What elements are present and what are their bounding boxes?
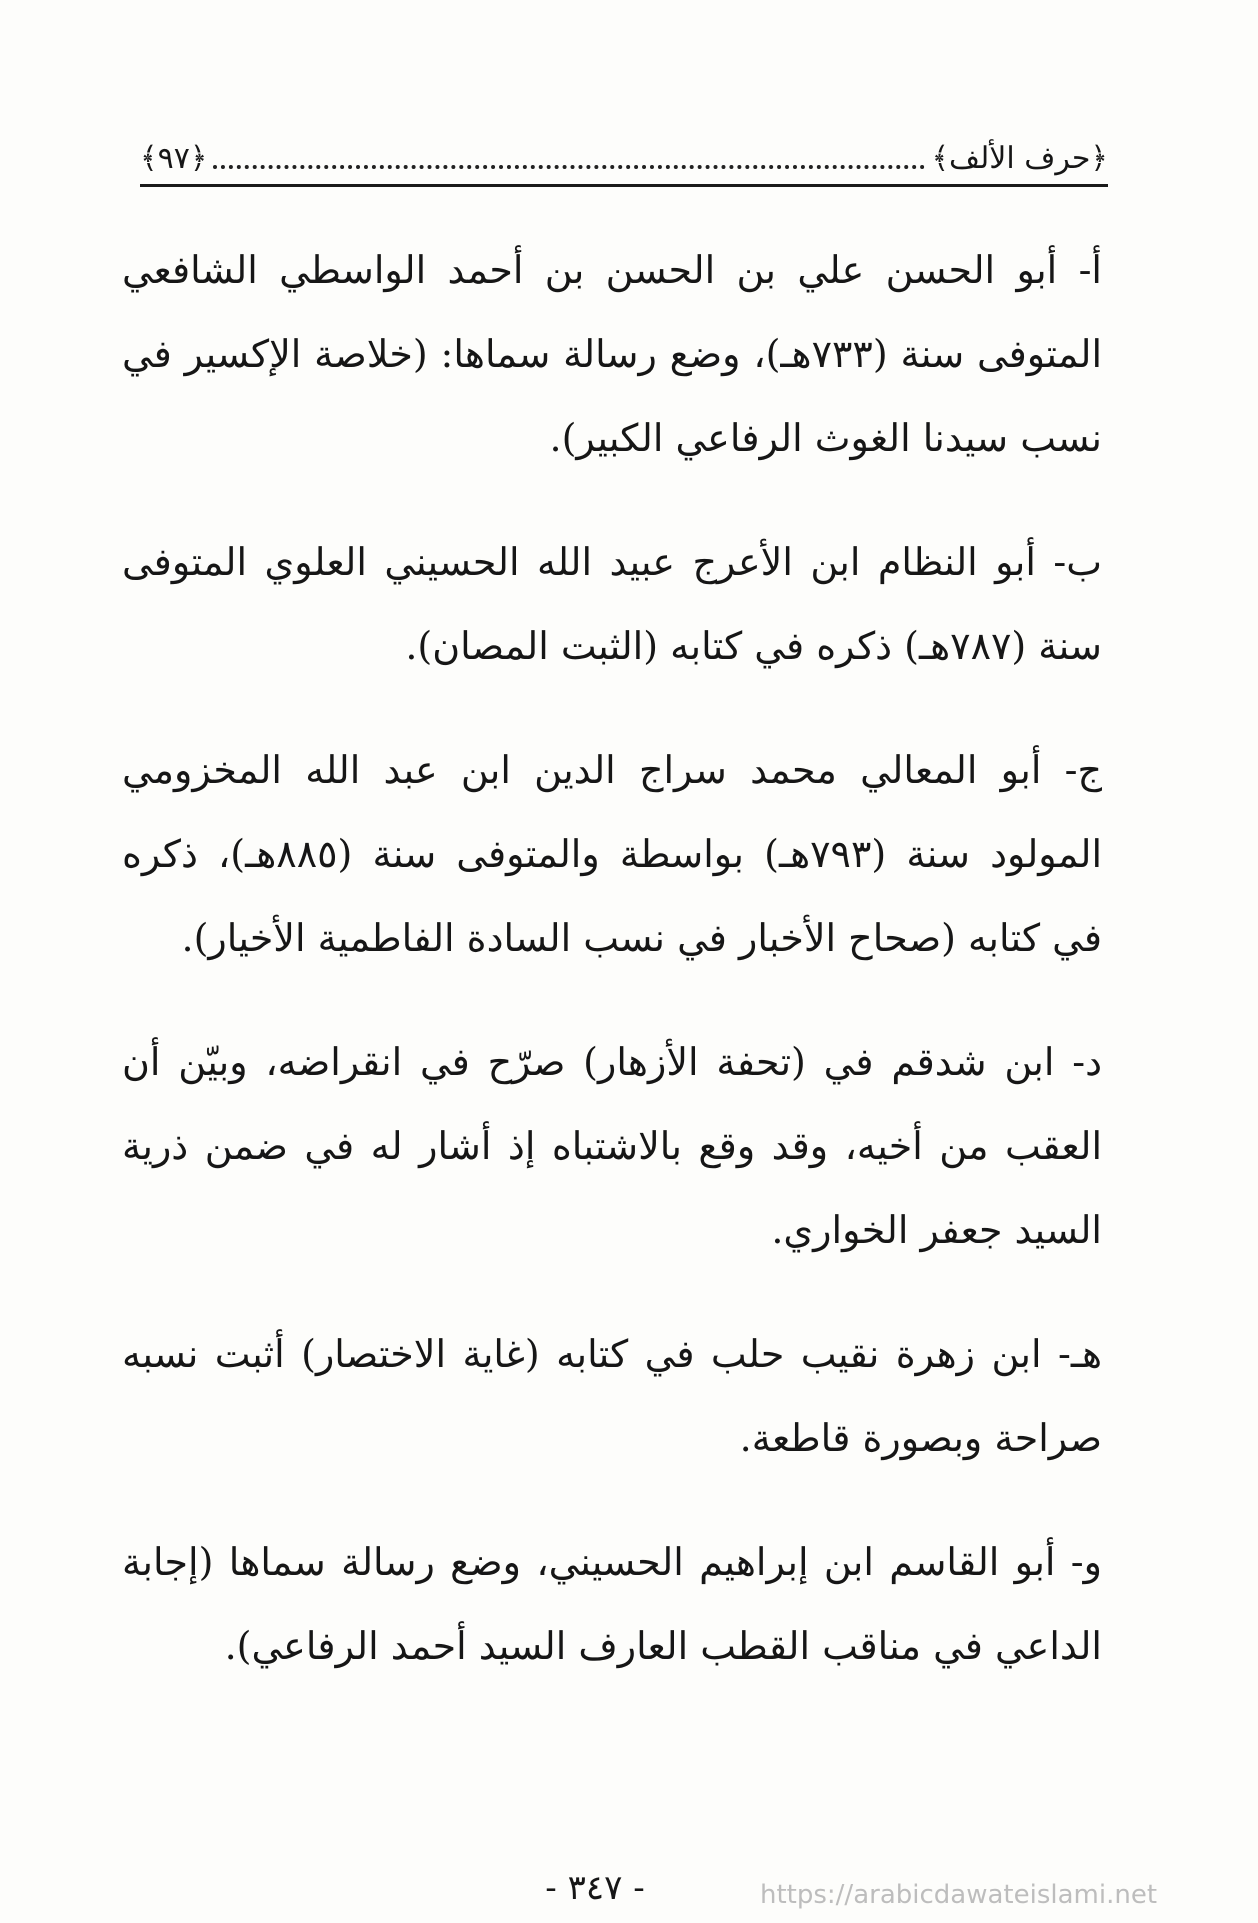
watermark: https://arabicdawateislami.net <box>760 1880 1158 1910</box>
entry-alif <box>122 228 1102 480</box>
entry-text: ابن شدقم في (تحفة الأزهار) صرّح في انقراضه، وبيّن أن العقب من أخيه، وقد وقع بالاشتباه إذ أشار له في ضمن ذرية السيد جعفر الخواري. <box>122 1040 1102 1252</box>
entry-waw <box>122 1520 1102 1688</box>
header-dot-leader <box>213 147 925 169</box>
entry-letter: ب- <box>1053 540 1102 584</box>
page-number: - ٣٤٧ - <box>545 1868 645 1908</box>
entry-text: أبو النظام ابن الأعرج عبيد الله الحسيني العلوي المتوفى سنة (٧٨٧هـ) ذكره في كتابه (الثبت المصان). <box>122 540 1102 668</box>
entry-letter: هـ- <box>1057 1332 1102 1376</box>
entry-letter: و- <box>1070 1540 1102 1584</box>
entry-ba <box>122 520 1102 688</box>
running-header <box>140 128 1108 188</box>
entry-letter: د- <box>1072 1040 1103 1084</box>
header-page-ref: ﴿٩٧﴾ <box>140 140 208 176</box>
header-rule <box>140 184 1108 187</box>
entry-text: أبو القاسم ابن إبراهيم الحسيني، وضع رسالة سماها (إجابة الداعي في مناقب القطب العارف السيد أحمد الرفاعي). <box>122 1540 1102 1668</box>
entry-text: ابن زهرة نقيب حلب في كتابه (غاية الاختصار) أثبت نسبه صراحة وبصورة قاطعة. <box>122 1332 1102 1460</box>
entry-ha <box>122 1312 1102 1480</box>
entry-dal <box>122 1020 1102 1272</box>
entry-letter: ج- <box>1064 748 1103 792</box>
header-title: ﴿حرف الألف﴾ <box>931 140 1108 176</box>
page-body <box>122 228 1102 1728</box>
entry-text: أبو الحسن علي بن الحسن بن أحمد الواسطي الشافعي المتوفى سنة (٧٣٣هـ)، وضع رسالة سماها: (خلاصة الإكسير في نسب سيدنا الغوث الرفاعي الكبير). <box>122 248 1103 460</box>
entry-jim <box>122 728 1102 980</box>
entry-text: أبو المعالي محمد سراج الدين ابن عبد الله المخزومي المولود سنة (٧٩٣هـ) بواسطة والمتوفى سنة (٨٨٥هـ)، ذكره في كتابه (صحاح الأخبار في نسب السادة الفاطمية الأخيار). <box>122 748 1103 960</box>
entry-letter: أ- <box>1078 248 1102 292</box>
